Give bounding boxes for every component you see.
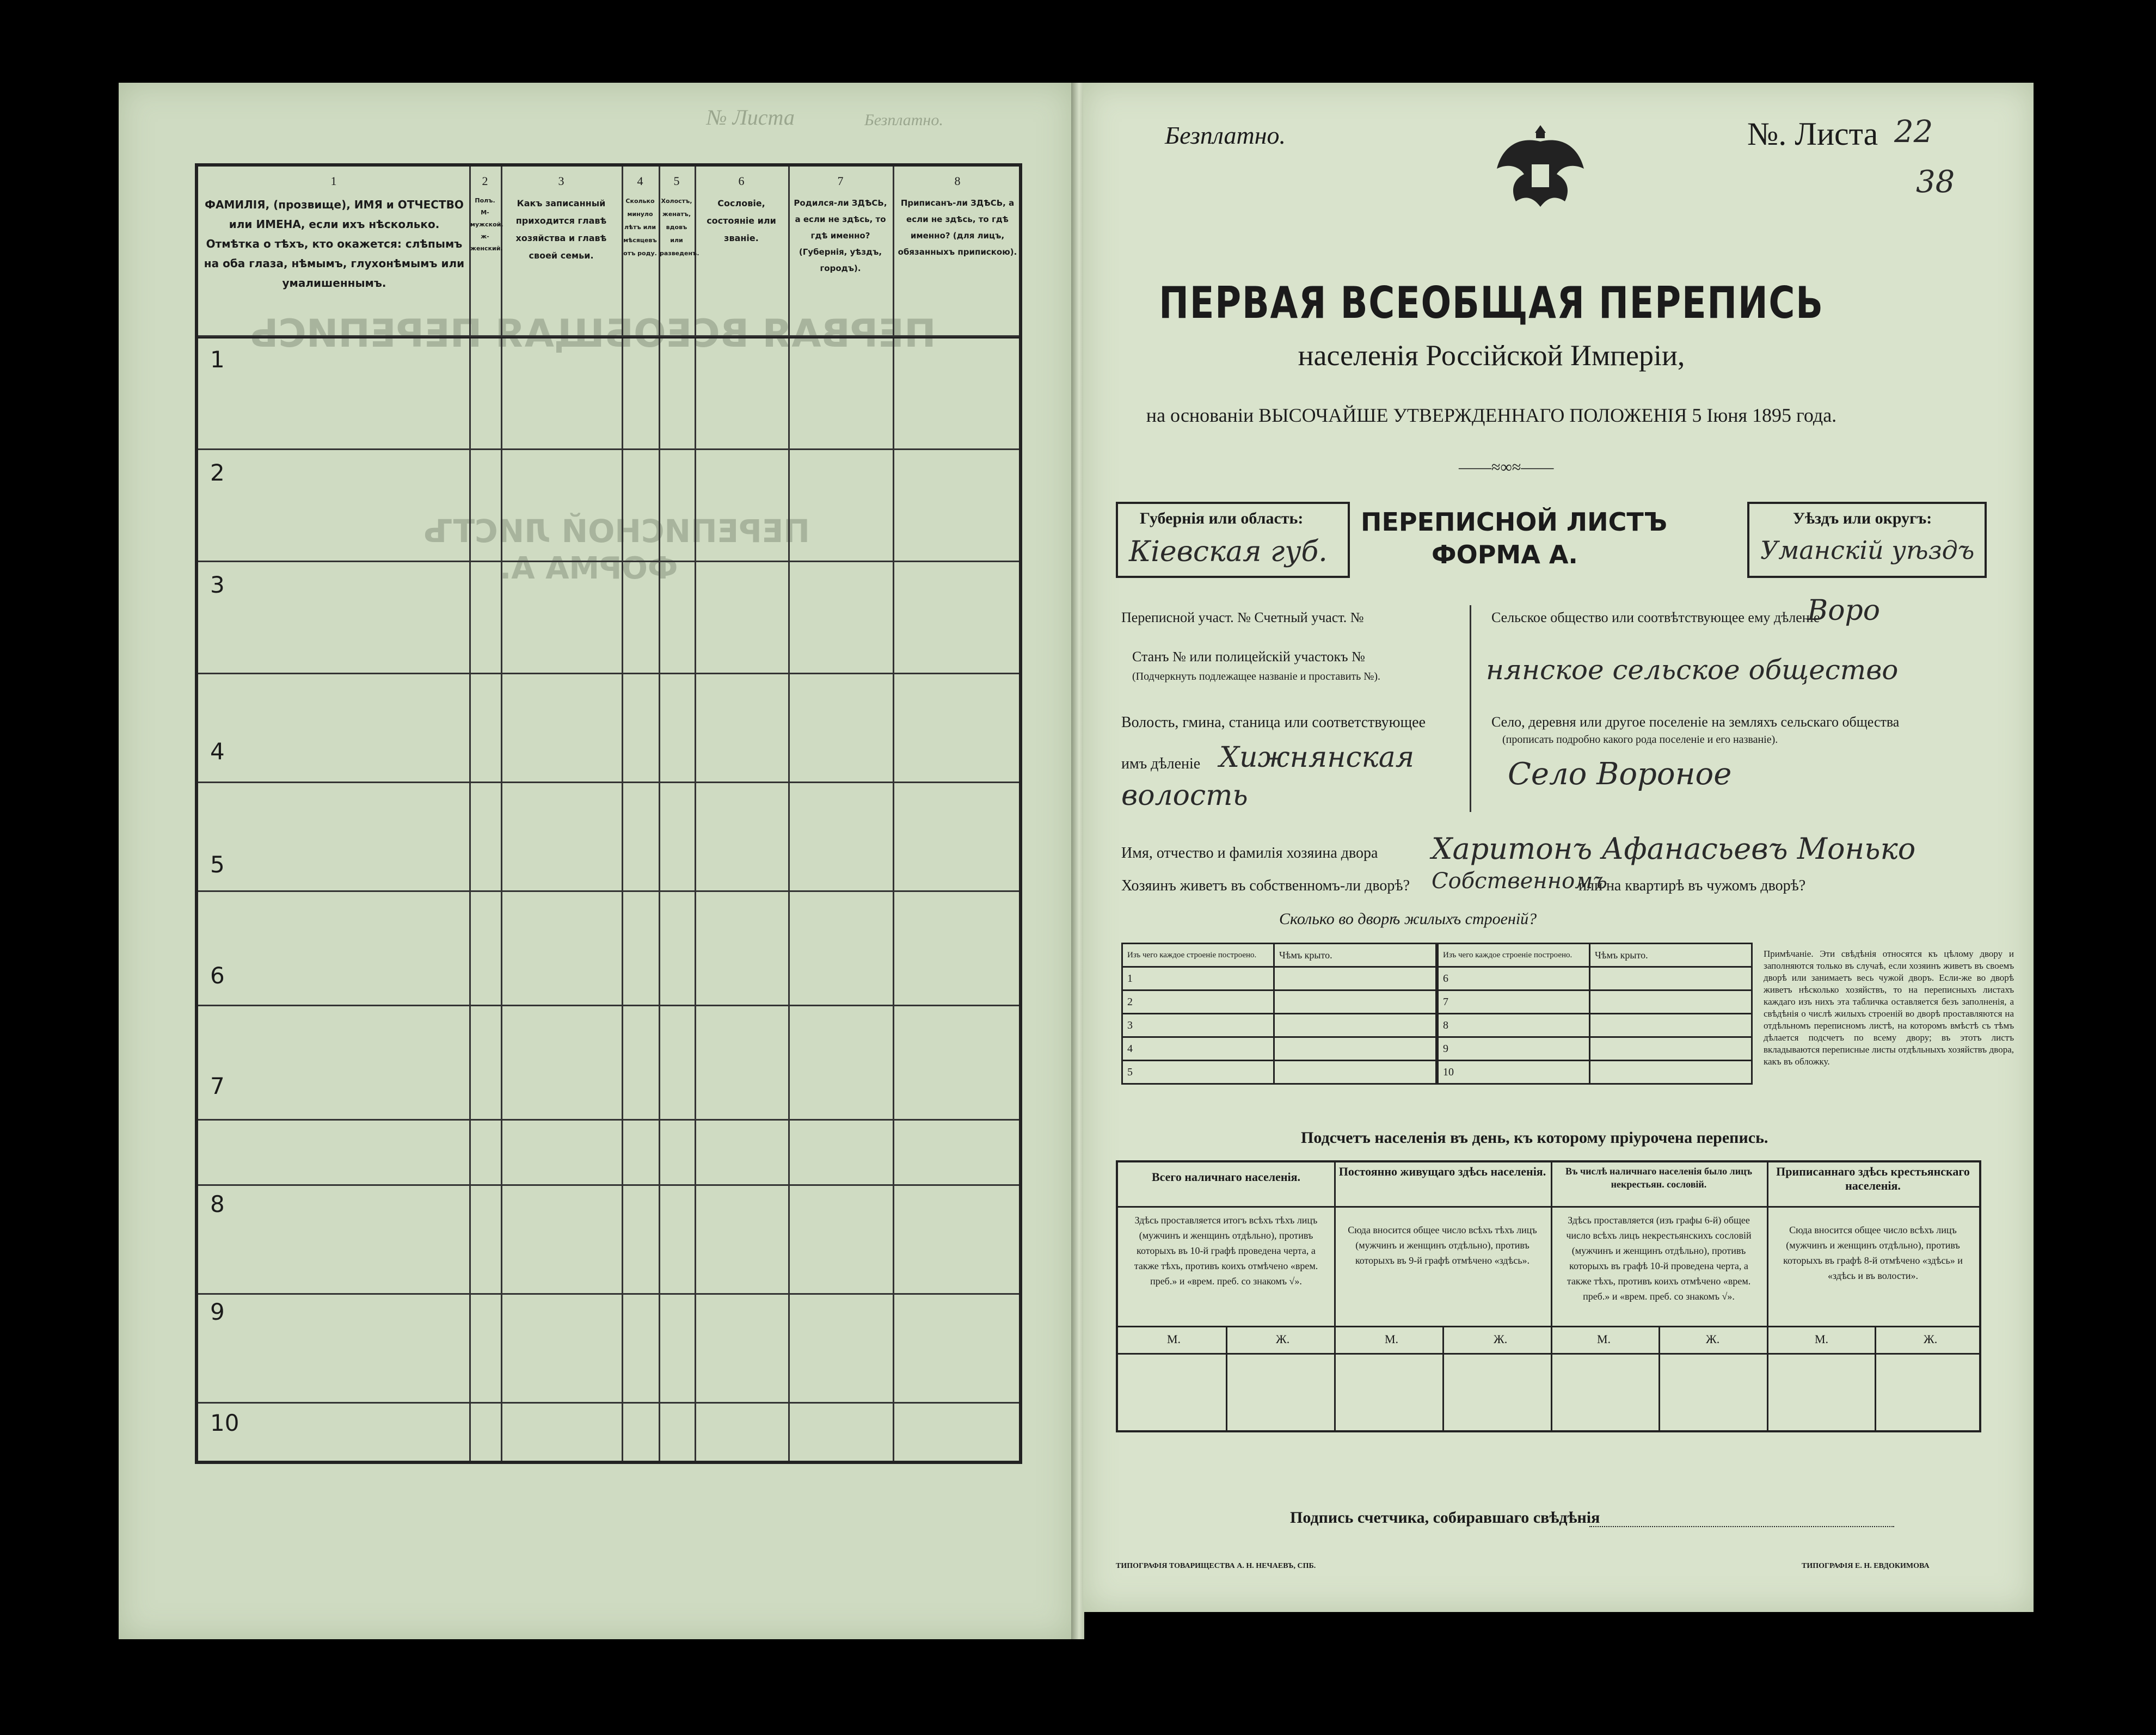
col-7-num: 7: [837, 174, 844, 188]
count-col-1-text: Здѣсь проставляется итогъ всѣхъ тѣхъ лицъ (мужчинъ и женщинъ отдѣльно), противъ которыхъ въ 10-й графѣ проведена черта, а также тѣхъ, противъ коихъ отмѣчено «врем. преб.» и «врем. преб. со знакомъ √».: [1134, 1215, 1318, 1287]
col-7-header: Родился-ли ЗДѢСЬ, а если не здѣсь, то гдѣ именно? (Губернія, уѣздъ, городъ).: [794, 198, 887, 273]
count-title: Подсчетъ населенія въ день, къ которому пріурочена перепись.: [1301, 1129, 1768, 1147]
col-3-header: Какъ записанный приходится главѣ хозяйства и главѣ своей семьи.: [515, 198, 607, 261]
census-subtitle: населенія Россійской Имперіи,: [1298, 339, 1685, 372]
right-census-page: [1083, 83, 2034, 1612]
ornament-divider: ——≈∞≈——: [1459, 458, 1554, 476]
count-col-3-text: Здѣсь проставляется (изъ графы 6-й) общее число всѣхъ лицъ некрестьянскихъ сословій (мужчинъ и женщинъ отдѣльно), противъ которыхъ въ графѣ 10-й проведена черта, а также тѣхъ, противъ коихъ отмѣчено «врем. преб.» и «врем. преб. со знакомъ √».: [1566, 1215, 1752, 1302]
buildings-table-right: [1437, 943, 1753, 1085]
bt-head-roof-left: Чѣмъ крыто.: [1274, 944, 1436, 967]
col-2-header: Полъ. М-мужской. ж-женский.: [470, 197, 503, 252]
volost-value-2: волость: [1121, 779, 1248, 812]
bt-row: 3: [1122, 1014, 1274, 1037]
col-6-num: 6: [738, 174, 745, 188]
m-label: М.: [1385, 1332, 1399, 1346]
row-num-7: 7: [210, 1073, 225, 1099]
uezd-label: Уѣздъ или округъ:: [1793, 509, 1932, 527]
printer-left: ТИПОГРАФІЯ ТОВАРИЩЕСТВА А. Н. НЕЧАЕВЪ, СПБ.: [1116, 1562, 1316, 1570]
col-2-num: 2: [482, 174, 488, 188]
bt-row: 7: [1438, 990, 1590, 1014]
imperial-eagle-emblem: [1486, 114, 1595, 223]
gubernia-value: Кіевская губ.: [1129, 536, 1328, 568]
bt-row: 2: [1122, 990, 1274, 1014]
col-5-num: 5: [673, 174, 680, 188]
sheet-number-hand-2: 38: [1916, 164, 1955, 200]
bt-row: 6: [1438, 967, 1590, 990]
lives-label-2: или на квартирѣ въ чужомъ дворѣ?: [1578, 877, 1806, 894]
m-label: М.: [1815, 1332, 1829, 1346]
zh-label: Ж.: [1276, 1332, 1290, 1346]
printer-right: ТИПОГРАФІЯ Е. Н. ЕВДОКИМОВА: [1802, 1562, 1930, 1570]
count-col-2-head: Постоянно живущаго здѣсь населенія.: [1338, 1165, 1546, 1178]
signature-line: [1589, 1526, 1894, 1527]
sheet-number-label: №. Листа: [1747, 116, 1878, 152]
village-line: Село, деревня или другое поселеніе на земляхъ сельскаго общества: [1491, 714, 1900, 730]
zh-label: Ж.: [1706, 1332, 1720, 1346]
volost-line: Волость, гмина, станица или соответствующее: [1121, 714, 1426, 731]
bt-row: 1: [1122, 967, 1274, 990]
ghost-form: ПЕРЕПИСНОЙ ЛИСТЪ: [423, 513, 810, 550]
col-5-header: Холостъ, женатъ, вдовъ или разведенъ.: [660, 198, 699, 257]
form-subtitle: ФОРМА А.: [1432, 540, 1578, 569]
col-4-header: Сколько минуло лѣтъ или мѣсяцевъ отъ роду.: [623, 198, 657, 257]
society-line: Сельское общество или соотвѣтствующее ему дѣленіе: [1491, 610, 1820, 625]
bt-row: 10: [1438, 1061, 1590, 1084]
buildings-label: Сколько во дворѣ жилыхъ строеній?: [1279, 910, 1537, 928]
village-value: Село Вороное: [1508, 756, 1732, 792]
society-value-2: нянское сельское общество: [1486, 654, 1899, 686]
buildings-note: Примѣчаніе. Эти свѣдѣнія относятся къ цѣлому двору и заполняются только въ случаѣ, если хозяинъ живетъ въ своемъ дворѣ или занимаетъ весь чужой дворъ. Если-же во дворѣ живетъ нѣсколько хозяйствъ, то на переписныхъ листахъ каждаго изъ нихъ эта табличка оставляется безъ заполненія, а свѣдѣнія о числѣ жилыхъ строеній во дворѣ проставляются на отдѣльномъ переписномъ листѣ, на которомъ вмѣстѣ съ тѣмъ дѣлается подсчетъ по всему двору; въ этотъ листъ вкладываются переписные листы отдѣльныхъ хозяйствъ двора, какъ въ обложку.: [1764, 949, 2014, 1067]
bt-row: 9: [1438, 1037, 1590, 1061]
row-num-3: 3: [210, 571, 225, 598]
owner-label: Имя, отчество и фамилія хозяина двора: [1121, 845, 1378, 862]
uezd-box: [1747, 502, 1987, 578]
col-3-num: 3: [558, 174, 564, 188]
col-4-num: 4: [637, 174, 643, 188]
left-sheet-number: № Листа: [707, 105, 795, 130]
row-num-1: 1: [210, 346, 225, 373]
lives-value: Собственномъ: [1432, 869, 1607, 894]
volost-label: имъ дѣленіе: [1121, 755, 1201, 772]
left-stamp-free: Безплатно.: [864, 111, 943, 129]
count-col-4-head: Приписаннаго здѣсь крестьянскаго населенія.: [1776, 1165, 1970, 1192]
row-num-2: 2: [210, 459, 225, 486]
census-district-line: Переписной участ. № Счетный участ. №: [1121, 610, 1364, 625]
volost-value-1: Хижнянская: [1219, 741, 1415, 774]
row-num-10: 10: [210, 1410, 239, 1436]
book-spine: [1071, 83, 1084, 1639]
zh-label: Ж.: [1924, 1332, 1938, 1346]
col-1-num: 1: [330, 174, 337, 188]
row-num-4: 4: [210, 738, 225, 765]
society-value-1: Воро: [1807, 594, 1881, 627]
sheet-number-hand: 22: [1894, 114, 1933, 150]
form-title: ПЕРЕПИСНОЙ ЛИСТЪ: [1361, 507, 1667, 537]
col-6-header: Сословіе, состояніе или званіе.: [707, 198, 776, 243]
uezd-value: Уманскій уѣздъ: [1760, 536, 1975, 565]
col-1-header: ФАМИЛІЯ, (прозвище), ИМЯ и ОТЧЕСТВО или ИМЕНА, если ихъ нѣсколько. Отмѣтка о тѣхъ, кто окажется: слѣпымъ на оба глаза, нѣмымъ, глухонѣмымъ или умалишеннымъ.: [204, 198, 465, 290]
owner-value: Харитонъ Афанасьевъ Монько: [1432, 832, 1916, 866]
bt-head-material-right: Изъ чего каждое строеніе построено.: [1438, 944, 1590, 967]
col-8-header: Приписанъ-ли ЗДѢСЬ, а если не здѣсь, то гдѣ именно? (для лицъ, обязанныхъ припискою).: [898, 198, 1017, 257]
signature-label: Подпись счетчика, собиравшаго свѣдѣнія: [1290, 1509, 1600, 1527]
lives-label: Хозяинъ живетъ въ собственномъ-ли дворѣ?: [1121, 877, 1410, 894]
village-note: (прописать подробно какого рода поселеніе и его названіе).: [1502, 734, 1778, 746]
bt-head-material-left: Изъ чего каждое строеніе построено.: [1122, 944, 1274, 967]
bt-row: 5: [1122, 1061, 1274, 1084]
left-household-table: [195, 163, 1022, 1464]
stamp-free: Безплатно.: [1165, 121, 1286, 149]
m-label: М.: [1597, 1332, 1611, 1346]
census-basis: на основаніи ВЫСОЧАЙШЕ УТВЕРЖДЕННАГО ПОЛОЖЕНІЯ 5 Іюня 1895 года.: [1146, 404, 1837, 426]
stan-line: Станъ № или полицейскій участокъ №: [1132, 649, 1365, 665]
bt-row: 8: [1438, 1014, 1590, 1037]
row-num-6: 6: [210, 962, 225, 989]
count-col-3-head: Въ числѣ наличнаго населенія было лицъ некрестьян. сословій.: [1565, 1166, 1752, 1190]
count-col-2-text: Сюда вносится общее число всѣхъ тѣхъ лицъ (мужчинъ и женщинъ отдѣльно), противъ которыхъ въ 9-й графѣ отмѣчено «здѣсь».: [1348, 1225, 1537, 1266]
m-label: М.: [1167, 1332, 1181, 1346]
left-census-page: [119, 83, 1072, 1639]
bt-head-roof-right: Чѣмъ крыто.: [1590, 944, 1752, 967]
count-col-4-text: Сюда вносится общее число всѣхъ лицъ (мужчинъ и женщинъ отдѣльно), противъ которыхъ въ графѣ 8-й отмѣчено «здѣсь» и «здѣсь и въ волости».: [1783, 1225, 1963, 1281]
buildings-table-left: [1121, 943, 1437, 1085]
col-8-num: 8: [954, 174, 961, 188]
census-title: ПЕРВАЯ ВСЕОБЩАЯ ПЕРЕПИСЬ: [1159, 278, 1824, 328]
population-count-table: [1116, 1160, 1981, 1432]
gubernia-box: [1116, 502, 1350, 578]
stan-note: (Подчеркнуть подлежащее названіе и проставить №).: [1132, 670, 1380, 682]
row-num-9: 9: [210, 1299, 225, 1325]
ghost-forma: ФОРМА А.: [500, 551, 678, 586]
zh-label: Ж.: [1494, 1332, 1508, 1346]
ghost-title: ПЕРВАЯ ВСЕОБЩАЯ ПЕРЕПИСЬ: [249, 311, 936, 356]
bt-row: 4: [1122, 1037, 1274, 1061]
address-divider: [1470, 605, 1471, 812]
gubernia-label: Губернія или область:: [1140, 509, 1304, 527]
row-num-5: 5: [210, 851, 225, 878]
row-num-8: 8: [210, 1191, 225, 1217]
count-col-1-head: Всего наличнаго населенія.: [1151, 1170, 1301, 1184]
